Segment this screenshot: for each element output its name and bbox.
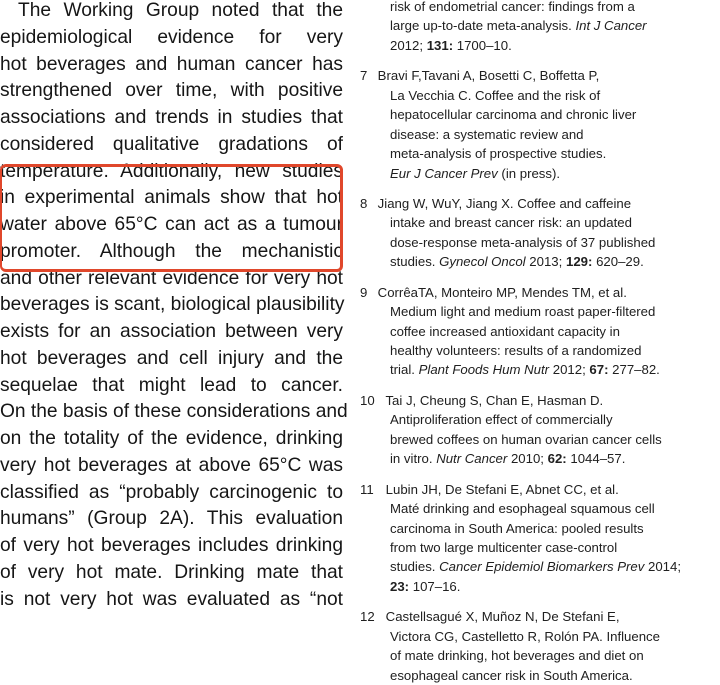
journal-name: Eur J Cancer Prev xyxy=(390,165,498,181)
reference-line xyxy=(360,449,712,468)
reference-text: brewed coffees on human ovarian cancer cells xyxy=(390,431,662,447)
reference-number: 10 xyxy=(360,392,375,408)
body-line: hot beverages and human cancer has xyxy=(0,53,343,75)
reference-line xyxy=(360,480,712,499)
reference-pages: 277–82. xyxy=(612,362,660,378)
body-line: is not very hot was evaluated as “not xyxy=(0,588,343,610)
reference-text: coffee increased antioxidant capacity in xyxy=(390,323,620,339)
reference-volume: 131: xyxy=(426,37,454,53)
journal-name: Int J Cancer xyxy=(575,18,647,34)
reference-number: 7 xyxy=(360,68,368,84)
reference-line xyxy=(360,105,712,124)
body-line: exists for an association between very xyxy=(0,321,343,342)
body-line: humans” (Group 2A). This evaluation xyxy=(0,508,343,530)
reference-text: large up-to-date meta-analysis. xyxy=(390,18,572,34)
reference-text: studies. xyxy=(390,254,436,270)
reference-text: La Vecchia C. Coffee and the risk of xyxy=(390,87,601,103)
reference-line xyxy=(360,66,712,85)
journal-name: Nutr Cancer xyxy=(436,451,508,467)
reference-line xyxy=(360,341,712,360)
body-line: promoter. Although the mechanistic xyxy=(0,240,343,262)
body-line: very hot beverages at above 65°C was xyxy=(0,454,343,476)
body-line: hot beverages and cell injury and the xyxy=(0,347,343,369)
reference-year: 2010; xyxy=(510,451,544,467)
reference-text: Castellsagué X, Muñoz N, De Stefani E, xyxy=(385,609,620,625)
reference-line xyxy=(360,360,712,379)
body-line: classified as “probably carcinogenic to xyxy=(0,481,343,503)
reference-text: Jiang W, WuY, Jiang X. Coffee and caffeine xyxy=(377,195,632,211)
reference-year: 2012; xyxy=(390,37,424,53)
reference-pages: 107–16. xyxy=(412,578,461,594)
body-line: considered qualitative gradations of xyxy=(0,133,343,155)
reference-line xyxy=(360,666,712,685)
reference-number: 8 xyxy=(360,195,368,211)
reference-line xyxy=(360,627,712,646)
body-line: The Working Group noted that the xyxy=(18,0,343,21)
reference-number: 9 xyxy=(360,284,368,300)
reference-line xyxy=(360,322,712,341)
reference-line xyxy=(360,519,712,538)
reference-line xyxy=(360,283,712,302)
reference-line xyxy=(360,646,712,665)
reference-text: trial. xyxy=(390,362,415,378)
body-line: of very hot beverages includes drinking xyxy=(0,535,343,556)
reference-line xyxy=(360,86,712,105)
reference-line xyxy=(360,125,712,144)
reference-text: of mate drinking, hot beverages and diet on xyxy=(390,648,644,664)
reference-line xyxy=(360,213,712,232)
body-text-column xyxy=(0,0,348,613)
body-line: in experimental animals show that hot xyxy=(0,187,343,209)
reference-text: Medium light and medium roast paper-filtered xyxy=(390,304,656,320)
reference-text: disease: a systematic review and xyxy=(390,126,584,142)
reference-line xyxy=(360,410,712,429)
reference-line xyxy=(360,557,712,576)
reference-line xyxy=(360,430,712,449)
reference-text: Lubin JH, De Stefani E, Abnet CC, et al. xyxy=(385,481,619,497)
reference-text: risk of endometrial cancer: findings from a xyxy=(390,0,635,14)
reference-volume: 23: xyxy=(390,578,410,594)
reference-text: Tai J, Cheung S, Chan E, Hasman D. xyxy=(385,392,604,408)
body-line: of very hot mate. Drinking mate that xyxy=(0,561,343,583)
body-line: beverages is scant, biological plausibility xyxy=(0,294,345,316)
reference-number: 12 xyxy=(360,609,375,625)
reference-number: 11 xyxy=(360,481,374,497)
reference-line xyxy=(360,607,712,626)
reference-text: hepatocellular carcinoma and chronic liver xyxy=(390,107,637,123)
reference-text: Antiproliferation effect of commercially xyxy=(390,412,613,428)
reference-line xyxy=(360,233,712,252)
body-line: temperature. Additionally, new studies xyxy=(0,160,343,182)
reference-line xyxy=(360,499,712,518)
reference-text: meta-analysis of prospective studies. xyxy=(390,146,607,162)
reference-text: CorrêaTA, Monteiro MP, Mendes TM, et al. xyxy=(377,284,627,300)
reference-line xyxy=(360,194,712,213)
journal-name: Plant Foods Hum Nutr xyxy=(418,362,550,378)
reference-text: esophageal cancer risk in South America. xyxy=(390,667,633,683)
reference-volume: 62: xyxy=(547,451,567,467)
reference-year: 2013; xyxy=(529,254,563,270)
reference-text: Bravi F,Tavani A, Bosetti C, Boffetta P, xyxy=(377,68,600,84)
reference-year: 2012; xyxy=(552,362,586,378)
reference-line xyxy=(360,164,712,183)
reference-line xyxy=(360,36,712,55)
reference-text: carcinoma in South America: pooled results xyxy=(390,520,644,536)
reference-text: from two large multicenter case-control xyxy=(390,539,618,555)
reference-text: dose-response meta-analysis of 37 published xyxy=(390,234,656,250)
reference-year: 2014; xyxy=(648,559,682,575)
reference-text: studies. xyxy=(390,559,436,575)
journal-name: Cancer Epidemiol Biomarkers Prev xyxy=(439,559,645,575)
journal-name: Gynecol Oncol xyxy=(439,254,526,270)
reference-pages: 1044–57. xyxy=(570,451,626,467)
reference-text: intake and breast cancer risk: an updated xyxy=(390,215,632,231)
reference-volume: 67: xyxy=(589,362,609,378)
body-line: strengthened over time, with positive xyxy=(0,80,343,102)
body-line: epidemiological evidence for very xyxy=(0,26,343,48)
reference-pages: 1700–10. xyxy=(456,37,512,53)
references-column xyxy=(360,0,712,685)
reference-line xyxy=(360,144,712,163)
reference-line xyxy=(360,391,712,410)
reference-text: healthy volunteers: results of a randomized xyxy=(390,343,642,358)
reference-text: (in press). xyxy=(501,165,561,181)
reference-line xyxy=(360,252,712,271)
reference-line xyxy=(360,0,712,16)
reference-text: in vitro. xyxy=(390,451,433,467)
reference-line xyxy=(360,302,712,321)
body-line: water above 65°C can act as a tumour xyxy=(0,214,343,235)
body-line: and other relevant evidence for very hot xyxy=(0,267,343,289)
body-line: associations and trends in studies that xyxy=(0,107,343,128)
body-line: On the basis of these considerations and xyxy=(0,401,348,423)
reference-line xyxy=(360,577,712,596)
reference-pages: 620–29. xyxy=(596,254,644,270)
body-line: sequelae that might lead to cancer. xyxy=(0,374,343,396)
reference-volume: 129: xyxy=(565,254,593,270)
reference-line xyxy=(360,538,712,557)
reference-line xyxy=(360,16,712,35)
body-line: on the totality of the evidence, drinking xyxy=(0,428,343,449)
reference-text: Maté drinking and esophageal squamous cell xyxy=(390,501,655,517)
reference-text: Victora CG, Castelletto R, Rolón PA. Influence xyxy=(390,628,660,644)
